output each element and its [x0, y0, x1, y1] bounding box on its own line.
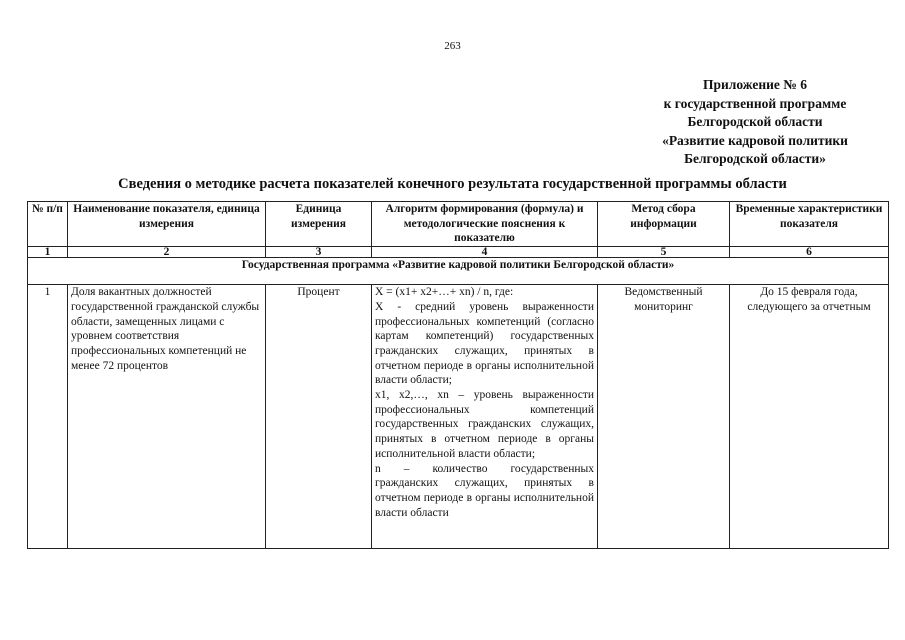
header-cell: Временные характеристики показателя: [730, 202, 889, 247]
appendix-line: Белгородской области»: [684, 151, 826, 166]
indicator-name: Доля вакантных должностей государственной гражданской службы области, замещенных лицами с уровнем соответствия профессиональных компетенций не менее 72 процентов: [68, 285, 266, 549]
header-cell: Единица измерения: [266, 202, 372, 247]
methodology-table: [27, 201, 889, 549]
appendix-line: Белгородской области: [687, 114, 823, 129]
header-cell: № п/п: [28, 202, 68, 247]
formula-explanation: X - средний уровень выраженности профессиональных компетенций (согласно картам компетенций) государственных гражданских служащих, принятых в отчетном периоде в органы исполнительной власти области;: [375, 300, 594, 387]
column-number-row: [28, 247, 889, 258]
indicator-unit: Процент: [266, 285, 372, 549]
table-row: [28, 285, 889, 549]
header-cell: Метод сбора информации: [598, 202, 730, 247]
document-title: Сведения о методике расчета показателей конечного результата государственной программы области: [118, 176, 787, 192]
page-number: 263: [444, 40, 461, 52]
column-number: 1: [28, 247, 68, 258]
column-number: 5: [598, 247, 730, 258]
program-title: Государственная программа «Развитие кадровой политики Белгородской области»: [28, 258, 889, 285]
column-number: 6: [730, 247, 889, 258]
collection-method: Ведомственный мониторинг: [598, 285, 730, 549]
appendix-line: к государственной программе: [663, 95, 847, 111]
header-cell: Алгоритм формирования (формула) и методологические пояснения к показателю: [372, 202, 598, 247]
formula-explanation: x1, x2,…, xn – уровень выраженности профессиональных компетенций государственных гражданских служащих, принятых в отчетном периоде в органы исполнительной власти области;: [375, 389, 594, 460]
appendix-line: Приложение № 6: [703, 77, 807, 92]
column-number: 2: [68, 247, 266, 258]
header-row: [28, 202, 889, 247]
column-number: 3: [266, 247, 372, 258]
column-number: 4: [372, 247, 598, 258]
appendix-block: [600, 76, 905, 169]
formula: X = (x1+ x2+…+ xn) / n, где:: [375, 286, 514, 299]
program-row: [28, 258, 889, 285]
time-characteristics: До 15 февраля года, следующего за отчетным: [730, 285, 889, 549]
indicator-algorithm: [372, 285, 598, 549]
row-number: 1: [28, 285, 68, 549]
formula-explanation: n – количество государственных гражданских служащих, принятых в отчетном периоде в органы исполнительной власти области: [375, 462, 594, 519]
header-cell: Наименование показателя, единица измерения: [68, 202, 266, 247]
appendix-line: «Развитие кадровой политики: [662, 132, 848, 148]
